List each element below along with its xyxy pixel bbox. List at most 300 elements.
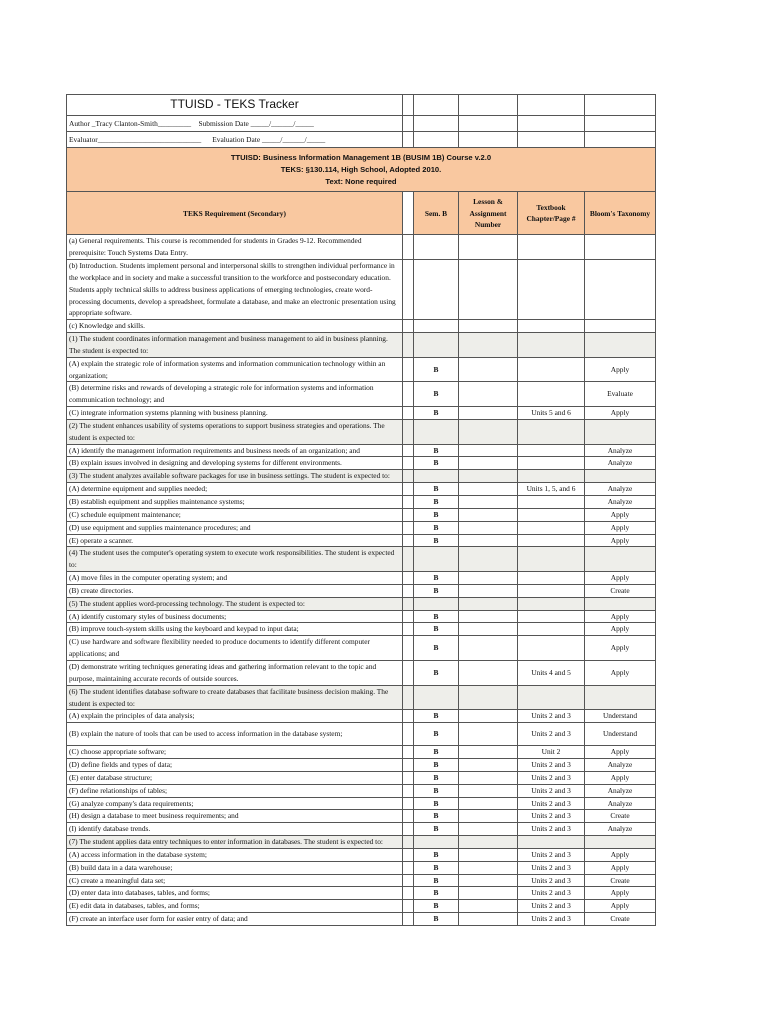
evaluator-line	[67, 132, 403, 148]
table-row	[67, 710, 656, 723]
lesson-cell	[459, 382, 518, 407]
spacer-cell	[403, 685, 414, 710]
table-row	[67, 534, 656, 547]
semester-cell: B	[414, 887, 459, 900]
requirement-cell: (B) improve touch-system skills using the keyboard and keypad to input data;	[67, 623, 403, 636]
blooms-cell: Apply	[585, 848, 656, 861]
blooms-cell: Analyze	[585, 784, 656, 797]
textbook-cell	[518, 636, 585, 661]
table-row	[67, 874, 656, 887]
requirement-cell: (G) analyze company's data requirements;	[67, 797, 403, 810]
table-row	[67, 685, 656, 710]
semester-cell: B	[414, 444, 459, 457]
requirement-cell: (B) determine risks and rewards of developing a strategic role for information systems and information communication technology; and	[67, 382, 403, 407]
table-row	[67, 470, 656, 483]
textbook-cell	[518, 333, 585, 358]
table-row	[67, 382, 656, 407]
semester-cell	[414, 333, 459, 358]
textbook-cell: Units 2 and 3	[518, 771, 585, 784]
course-title: TTUISD: Business Information Management 1B (BUSIM 1B) Course v.2.0	[230, 153, 492, 162]
table-row	[67, 357, 656, 382]
lesson-cell	[459, 333, 518, 358]
spacer-cell	[403, 848, 414, 861]
semester-cell: B	[414, 636, 459, 661]
textbook-cell	[518, 382, 585, 407]
requirement-cell: (F) create an interface user form for easier entry of data; and	[67, 913, 403, 926]
requirement-cell: (C) use hardware and software flexibility needed to produce documents to identify different computer applications; and	[67, 636, 403, 661]
table-row	[67, 483, 656, 496]
requirement-cell: (D) demonstrate writing techniques generating ideas and gathering information relevant to the topic and purpose, maintaining accurate records of outside sources.	[67, 660, 403, 685]
textbook-cell	[518, 610, 585, 623]
requirement-cell: (7) The student applies data entry techniques to enter information in databases. The student is expected to:	[67, 836, 403, 849]
semester-cell: B	[414, 508, 459, 521]
requirement-cell: (6) The student identifies database software to create databases that facilitate business decision making. The student is expected to:	[67, 685, 403, 710]
textbook-cell	[518, 457, 585, 470]
lesson-cell	[459, 685, 518, 710]
table-row	[67, 235, 656, 260]
textbook-cell	[518, 508, 585, 521]
lesson-cell	[459, 861, 518, 874]
spacer-cell	[403, 784, 414, 797]
course-teks: TEKS: §130.114, High School, Adopted 2010.	[280, 164, 442, 174]
textbook-cell: Units 2 and 3	[518, 900, 585, 913]
semester-cell	[414, 235, 459, 260]
semester-cell	[414, 419, 459, 444]
spacer-cell	[403, 913, 414, 926]
spacer-cell	[403, 444, 414, 457]
lesson-cell	[459, 407, 518, 420]
spacer-cell	[403, 320, 414, 333]
blooms-cell: Analyze	[585, 444, 656, 457]
evaluator-field: Evaluator____________________________	[69, 134, 202, 144]
semester-cell: B	[414, 496, 459, 509]
blooms-cell	[585, 547, 656, 572]
spacer-cell	[403, 710, 414, 723]
spacer-cell	[403, 235, 414, 260]
requirement-cell: (c) Knowledge and skills.	[67, 320, 403, 333]
course-text: Text: None required	[325, 176, 397, 186]
textbook-cell	[518, 419, 585, 444]
table-row	[67, 419, 656, 444]
document-title: TTUISD - TEKS Tracker	[67, 95, 403, 116]
semester-cell: B	[414, 759, 459, 772]
requirement-cell: (F) define relationships of tables;	[67, 784, 403, 797]
lesson-cell	[459, 810, 518, 823]
header-lesson: Lesson & Assignment Number	[459, 192, 518, 235]
semester-cell: B	[414, 357, 459, 382]
requirement-cell: (C) create a meaningful data set;	[67, 874, 403, 887]
textbook-cell: Units 4 and 5	[518, 660, 585, 685]
spacer-cell	[403, 534, 414, 547]
spacer-cell	[403, 623, 414, 636]
spacer-cell	[403, 508, 414, 521]
lesson-cell	[459, 419, 518, 444]
requirement-cell: (E) operate a scanner.	[67, 534, 403, 547]
lesson-cell	[459, 771, 518, 784]
spacer-cell	[403, 547, 414, 572]
semester-cell: B	[414, 771, 459, 784]
lesson-cell	[459, 660, 518, 685]
textbook-cell	[518, 470, 585, 483]
spacer-cell	[403, 382, 414, 407]
blooms-cell: Apply	[585, 887, 656, 900]
lesson-cell	[459, 259, 518, 319]
table-row	[67, 333, 656, 358]
header-semester: Sem. B	[414, 192, 459, 235]
requirement-cell: (I) identify database trends.	[67, 823, 403, 836]
blooms-cell: Apply	[585, 861, 656, 874]
semester-cell	[414, 320, 459, 333]
textbook-cell: Units 2 and 3	[518, 848, 585, 861]
textbook-cell	[518, 572, 585, 585]
spacer-cell	[403, 900, 414, 913]
semester-cell: B	[414, 584, 459, 597]
spacer-cell	[403, 660, 414, 685]
semester-cell	[414, 547, 459, 572]
lesson-cell	[459, 457, 518, 470]
blooms-cell	[585, 470, 656, 483]
lesson-cell	[459, 470, 518, 483]
textbook-cell: Units 2 and 3	[518, 810, 585, 823]
author-line	[67, 116, 403, 132]
requirement-cell: (B) build data in a data warehouse;	[67, 861, 403, 874]
table-row	[67, 797, 656, 810]
textbook-cell: Unit 2	[518, 746, 585, 759]
semester-cell: B	[414, 382, 459, 407]
table-row	[67, 759, 656, 772]
requirement-cell: (D) enter data into databases, tables, and forms;	[67, 887, 403, 900]
spacer-cell	[403, 357, 414, 382]
table-row	[67, 457, 656, 470]
semester-cell	[414, 259, 459, 319]
requirement-cell: (B) explain issues involved in designing and developing systems for different environments.	[67, 457, 403, 470]
textbook-cell	[518, 521, 585, 534]
lesson-cell	[459, 636, 518, 661]
requirement-cell: (2) The student enhances usability of systems operations to support business strategies and operations. The student is expected to:	[67, 419, 403, 444]
spacer-cell	[403, 759, 414, 772]
requirement-cell: (A) move files in the computer operating system; and	[67, 572, 403, 585]
table-row	[67, 784, 656, 797]
spacer-cell	[403, 746, 414, 759]
spacer-cell	[403, 887, 414, 900]
spacer-cell	[403, 483, 414, 496]
requirement-cell: (A) determine equipment and supplies needed;	[67, 483, 403, 496]
blooms-cell: Analyze	[585, 483, 656, 496]
semester-cell: B	[414, 610, 459, 623]
table-row	[67, 407, 656, 420]
textbook-cell: Units 2 and 3	[518, 887, 585, 900]
textbook-cell	[518, 357, 585, 382]
blooms-cell: Apply	[585, 521, 656, 534]
blooms-cell: Apply	[585, 623, 656, 636]
blooms-cell	[585, 259, 656, 319]
semester-cell: B	[414, 784, 459, 797]
lesson-cell	[459, 534, 518, 547]
blooms-cell: Analyze	[585, 496, 656, 509]
table-row	[67, 636, 656, 661]
lesson-cell	[459, 357, 518, 382]
teks-table	[66, 94, 656, 926]
textbook-cell	[518, 597, 585, 610]
semester-cell: B	[414, 913, 459, 926]
blooms-cell	[585, 320, 656, 333]
teks-tracker-sheet	[66, 94, 655, 926]
spacer-cell	[403, 470, 414, 483]
requirement-cell: (D) use equipment and supplies maintenance procedures; and	[67, 521, 403, 534]
spacer-cell	[403, 597, 414, 610]
blooms-cell: Apply	[585, 771, 656, 784]
blooms-cell: Create	[585, 810, 656, 823]
lesson-cell	[459, 823, 518, 836]
blooms-cell: Create	[585, 913, 656, 926]
semester-cell: B	[414, 810, 459, 823]
blooms-cell: Analyze	[585, 457, 656, 470]
submission-date-field: Submission Date _____/______/_____	[198, 118, 314, 128]
textbook-cell: Units 2 and 3	[518, 797, 585, 810]
table-row	[67, 597, 656, 610]
table-row	[67, 259, 656, 319]
table-row	[67, 913, 656, 926]
textbook-cell	[518, 584, 585, 597]
blooms-cell: Understand	[585, 710, 656, 723]
semester-cell: B	[414, 457, 459, 470]
spacer-cell	[403, 874, 414, 887]
table-row	[67, 887, 656, 900]
textbook-cell	[518, 259, 585, 319]
lesson-cell	[459, 547, 518, 572]
lesson-cell	[459, 572, 518, 585]
spacer-cell	[403, 610, 414, 623]
lesson-cell	[459, 710, 518, 723]
blooms-cell	[585, 836, 656, 849]
requirement-cell: (E) enter database structure;	[67, 771, 403, 784]
table-row	[67, 900, 656, 913]
textbook-cell: Units 2 and 3	[518, 861, 585, 874]
semester-cell	[414, 597, 459, 610]
textbook-cell: Units 2 and 3	[518, 874, 585, 887]
spacer-cell	[403, 521, 414, 534]
table-row	[67, 823, 656, 836]
semester-cell: B	[414, 874, 459, 887]
spacer-cell	[403, 407, 414, 420]
requirement-cell: (A) identify the management information requirements and business needs of an organization; and	[67, 444, 403, 457]
spacer-cell	[403, 259, 414, 319]
spacer-cell	[403, 333, 414, 358]
lesson-cell	[459, 235, 518, 260]
textbook-cell: Units 2 and 3	[518, 723, 585, 746]
lesson-cell	[459, 496, 518, 509]
blooms-cell: Apply	[585, 636, 656, 661]
spacer-cell	[403, 810, 414, 823]
semester-cell: B	[414, 723, 459, 746]
lesson-cell	[459, 508, 518, 521]
lesson-cell	[459, 521, 518, 534]
requirement-cell: (a) General requirements. This course is recommended for students in Grades 9-12. Recommended prerequisite: Touch Systems Data Entry.	[67, 235, 403, 260]
spacer-cell	[403, 419, 414, 444]
spacer-cell	[403, 797, 414, 810]
semester-cell	[414, 470, 459, 483]
course-banner	[67, 148, 656, 192]
blooms-cell: Apply	[585, 900, 656, 913]
table-row	[67, 746, 656, 759]
lesson-cell	[459, 836, 518, 849]
blooms-cell	[585, 597, 656, 610]
requirement-cell: (B) establish equipment and supplies maintenance systems;	[67, 496, 403, 509]
textbook-cell	[518, 235, 585, 260]
table-row	[67, 584, 656, 597]
table-row	[67, 320, 656, 333]
lesson-cell	[459, 623, 518, 636]
lesson-cell	[459, 444, 518, 457]
semester-cell: B	[414, 848, 459, 861]
requirement-cell: (5) The student applies word-processing technology. The student is expected to:	[67, 597, 403, 610]
semester-cell	[414, 685, 459, 710]
lesson-cell	[459, 483, 518, 496]
requirement-cell: (H) design a database to meet business requirements; and	[67, 810, 403, 823]
semester-cell: B	[414, 710, 459, 723]
blooms-cell: Apply	[585, 572, 656, 585]
semester-cell: B	[414, 483, 459, 496]
table-row	[67, 610, 656, 623]
blooms-cell: Apply	[585, 610, 656, 623]
textbook-cell	[518, 685, 585, 710]
blooms-cell	[585, 419, 656, 444]
spacer-cell	[403, 823, 414, 836]
header-blooms: Bloom's Taxonomy	[585, 192, 656, 235]
requirement-cell: (B) create directories.	[67, 584, 403, 597]
lesson-cell	[459, 320, 518, 333]
textbook-cell: Units 2 and 3	[518, 759, 585, 772]
table-row	[67, 496, 656, 509]
textbook-cell	[518, 547, 585, 572]
table-row	[67, 848, 656, 861]
spacer-cell	[403, 496, 414, 509]
lesson-cell	[459, 900, 518, 913]
textbook-cell: Units 5 and 6	[518, 407, 585, 420]
table-row	[67, 660, 656, 685]
lesson-cell	[459, 723, 518, 746]
lesson-cell	[459, 584, 518, 597]
table-row	[67, 572, 656, 585]
lesson-cell	[459, 597, 518, 610]
textbook-cell	[518, 444, 585, 457]
blooms-cell: Create	[585, 874, 656, 887]
semester-cell: B	[414, 623, 459, 636]
lesson-cell	[459, 746, 518, 759]
semester-cell: B	[414, 660, 459, 685]
blooms-cell: Apply	[585, 660, 656, 685]
semester-cell: B	[414, 861, 459, 874]
semester-cell: B	[414, 407, 459, 420]
author-field: Author _Tracy Clanton-Smith_________	[69, 118, 192, 128]
lesson-cell	[459, 913, 518, 926]
spacer-cell	[403, 636, 414, 661]
textbook-cell: Units 2 and 3	[518, 913, 585, 926]
blooms-cell: Apply	[585, 534, 656, 547]
spacer-cell	[403, 572, 414, 585]
requirement-cell: (A) access information in the database system;	[67, 848, 403, 861]
blooms-cell	[585, 235, 656, 260]
spacer-cell	[403, 457, 414, 470]
semester-cell: B	[414, 572, 459, 585]
semester-cell: B	[414, 534, 459, 547]
table-row	[67, 521, 656, 534]
semester-cell: B	[414, 797, 459, 810]
textbook-cell: Units 2 and 3	[518, 823, 585, 836]
blooms-cell	[585, 333, 656, 358]
blooms-cell: Apply	[585, 407, 656, 420]
lesson-cell	[459, 797, 518, 810]
textbook-cell	[518, 534, 585, 547]
lesson-cell	[459, 610, 518, 623]
blooms-cell: Apply	[585, 357, 656, 382]
blooms-cell: Analyze	[585, 797, 656, 810]
table-row	[67, 771, 656, 784]
semester-cell: B	[414, 521, 459, 534]
header-textbook: Textbook Chapter/Page #	[518, 192, 585, 235]
requirement-cell: (A) explain the principles of data analysis;	[67, 710, 403, 723]
blooms-cell: Apply	[585, 746, 656, 759]
lesson-cell	[459, 874, 518, 887]
spacer-cell	[403, 861, 414, 874]
table-row	[67, 810, 656, 823]
spacer-cell	[403, 584, 414, 597]
table-row	[67, 508, 656, 521]
blooms-cell: Create	[585, 584, 656, 597]
lesson-cell	[459, 887, 518, 900]
blooms-cell: Apply	[585, 508, 656, 521]
requirement-cell: (E) edit data in databases, tables, and forms;	[67, 900, 403, 913]
spacer-cell	[403, 771, 414, 784]
table-row	[67, 861, 656, 874]
blooms-cell: Understand	[585, 723, 656, 746]
requirement-cell: (1) The student coordinates information management and business management to aid in business planning. The student is expected to:	[67, 333, 403, 358]
textbook-cell: Units 2 and 3	[518, 784, 585, 797]
header-requirement: TEKS Requirement (Secondary)	[67, 192, 403, 235]
requirement-cell: (A) identify customary styles of business documents;	[67, 610, 403, 623]
spacer-cell	[403, 836, 414, 849]
textbook-cell	[518, 836, 585, 849]
semester-cell: B	[414, 900, 459, 913]
requirement-cell: (C) schedule equipment maintenance;	[67, 508, 403, 521]
textbook-cell: Units 1, 5, and 6	[518, 483, 585, 496]
semester-cell: B	[414, 746, 459, 759]
spacer-cell	[403, 723, 414, 746]
table-row	[67, 623, 656, 636]
lesson-cell	[459, 848, 518, 861]
requirement-cell: (C) choose appropriate software;	[67, 746, 403, 759]
blooms-cell: Evaluate	[585, 382, 656, 407]
blooms-cell	[585, 685, 656, 710]
table-row	[67, 547, 656, 572]
textbook-cell	[518, 320, 585, 333]
table-row	[67, 444, 656, 457]
textbook-cell	[518, 496, 585, 509]
requirement-cell: (3) The student analyzes available software packages for use in business settings. The student is expected to:	[67, 470, 403, 483]
evaluation-date-field: Evaluation Date _____/______/_____	[212, 134, 326, 144]
requirement-cell: (D) define fields and types of data;	[67, 759, 403, 772]
lesson-cell	[459, 759, 518, 772]
requirement-cell: (C) integrate information systems planning with business planning.	[67, 407, 403, 420]
semester-cell: B	[414, 823, 459, 836]
lesson-cell	[459, 784, 518, 797]
blooms-cell: Analyze	[585, 823, 656, 836]
table-row	[67, 723, 656, 746]
blooms-cell: Analyze	[585, 759, 656, 772]
requirement-cell: (b) Introduction. Students implement personal and interpersonal skills to strengthen individual performance in the workplace and in society and make a successful transition to the workforce and postsecondary education. Students apply technical skills to address business applications of emerging technologies, create word-processing documents, develop a spreadsheet, formulate a database, and make an electronic presentation using appropriate software.	[67, 259, 403, 319]
table-row	[67, 836, 656, 849]
textbook-cell: Units 2 and 3	[518, 710, 585, 723]
